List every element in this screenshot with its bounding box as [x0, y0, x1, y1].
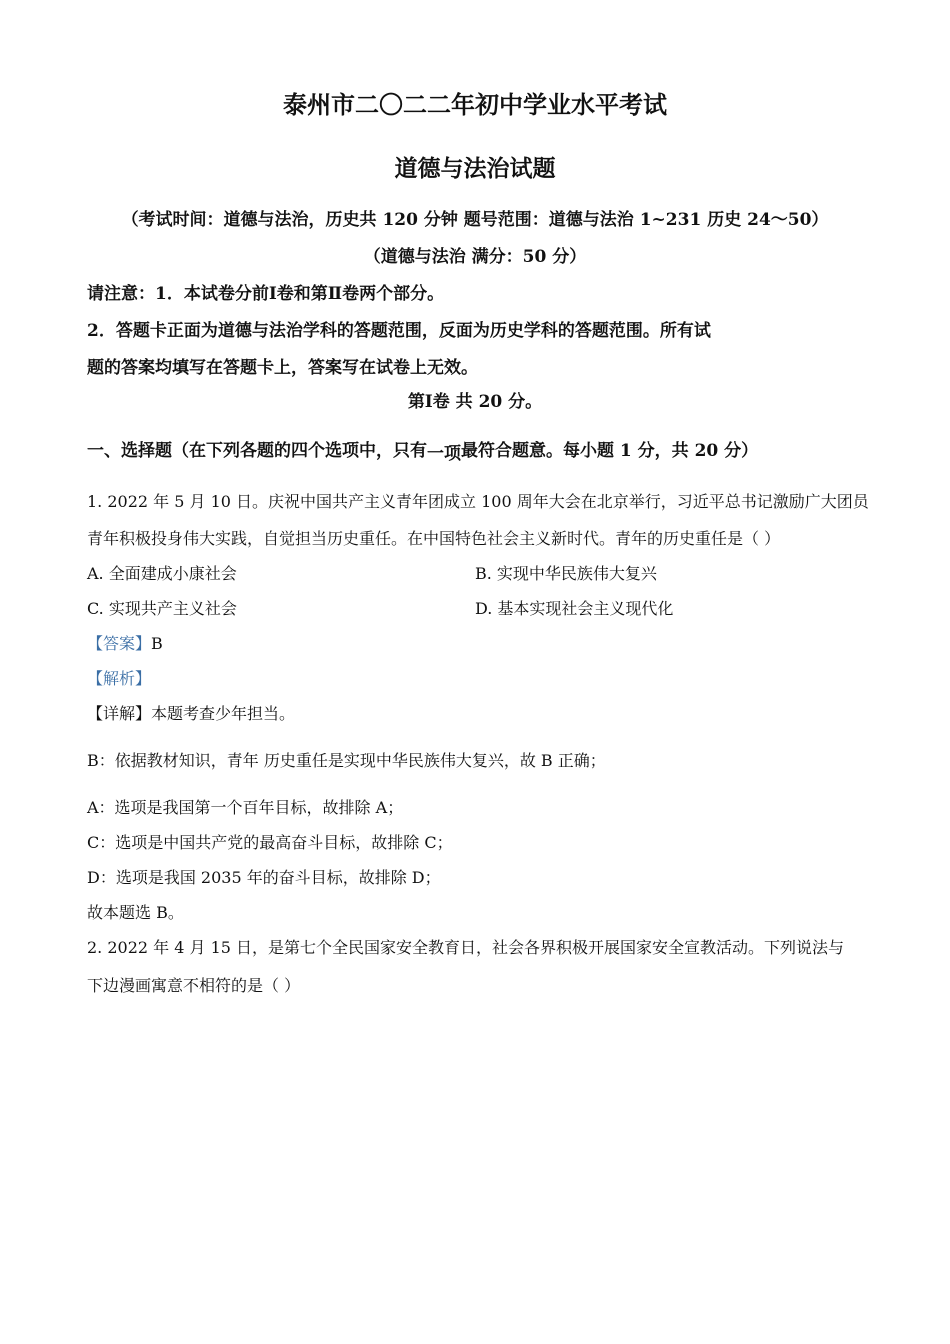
q1-explain-a: A：选项是我国第一个百年目标，故排除 A；: [87, 798, 404, 817]
q2-stem-line-2: 下边漫画寓意不相符的是（ ）: [87, 976, 301, 995]
exam-title: 泰州市二〇二二年初中学业水平考试: [283, 90, 667, 119]
q1-option-a: A. 全面建成小康社会: [87, 564, 237, 583]
q1-option-c: C. 实现共产主义社会: [87, 599, 237, 618]
q1-explain-b: B：依据教材知识，青年 历史重任是实现中华民族伟大复兴，故 B 正确；: [87, 751, 606, 770]
section-heading-before: 一、选择题（在下列各题的四个选项中，只有: [87, 441, 427, 461]
exam-time-info: （考试时间：道德与法治，历史共 120 分钟 题号范围：道德与法治 1~231 历史 24～50）: [121, 210, 829, 230]
part1-heading: 第Ⅰ卷 共 20 分。: [407, 392, 543, 412]
q1-option-d: D. 基本实现社会主义现代化: [475, 599, 674, 618]
note-line-3: 题的答案均填写在答题卡上，答案写在试卷上无效。: [87, 358, 478, 378]
answer-value: B: [151, 634, 163, 653]
section-heading-after: 最符合题意。每小题 1 分，共 20 分）: [461, 441, 759, 461]
q1-stem-line-1: 1. 2022 年 5 月 10 日。庆祝中国共产主义青年团成立 100 周年大会在北京举行，习近平总书记激励广大团员: [87, 492, 869, 511]
q2-stem-line-1: 2. 2022 年 4 月 15 日，是第七个全民国家安全教育日，社会各界积极开展国家安全宣教活动。下列说法与: [87, 938, 845, 957]
q1-detail: 【详解】本题考查少年担当。: [87, 704, 296, 723]
full-score-info: （道德与法治 满分：50 分）: [363, 247, 587, 267]
note-line-1: 请注意：1．本试卷分前Ⅰ卷和第Ⅱ卷两个部分。: [87, 284, 445, 304]
exam-subtitle: 道德与法治试题: [394, 155, 556, 182]
section-heading-word: 一项: [427, 444, 461, 464]
q1-explain-d: D：选项是我国 2035 年的奋斗目标，故排除 D；: [87, 868, 441, 887]
q1-stem-line-2: 青年积极投身伟大实践，自觉担当历史重任。在中国特色社会主义新时代。青年的历史重任是（ ）: [87, 529, 781, 548]
q1-option-b: B. 实现中华民族伟大复兴: [475, 564, 657, 583]
q1-explain-c: C：选项是中国共产党的最高奋斗目标，故排除 C；: [87, 833, 453, 852]
answer-tag: 【答案】: [87, 634, 152, 653]
q1-answer: [87, 633, 163, 655]
analysis-tag: 【解析】: [87, 669, 152, 688]
section-heading: [87, 439, 758, 463]
q1-conclusion: 故本题选 B。: [87, 903, 184, 922]
note-line-2: 2．答题卡正面为道德与法治学科的答题范围，反面为历史学科的答题范围。所有试: [87, 321, 711, 341]
